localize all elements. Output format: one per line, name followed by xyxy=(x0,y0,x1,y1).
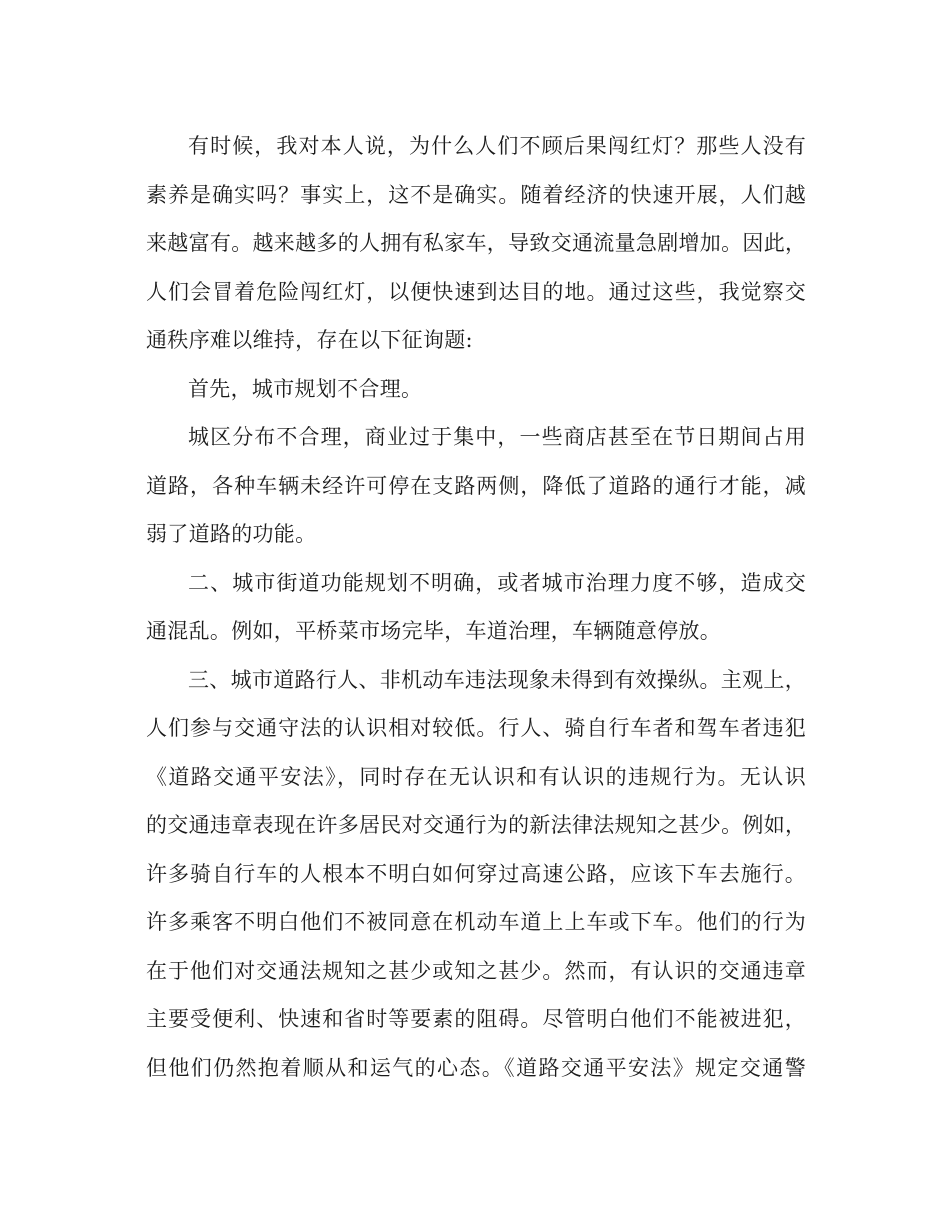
text-line: 人们会冒着危险闯红灯，以便快速到达目的地。通过这些，我觉察交 xyxy=(146,279,806,304)
document-body xyxy=(146,122,806,1092)
text-line: 人们参与交通守法的认识相对较低。行人、骑自行车者和驾车者违犯 xyxy=(146,716,806,740)
text-line: 来越富有。越来越多的人拥有私家车，导致交通流量急剧增加。因此， xyxy=(146,231,807,255)
text-line: 弱了道路的功能。 xyxy=(146,522,317,546)
text-line: 在于他们对交通法规知之甚少或知之甚少。然而，有认识的交通违章 xyxy=(146,958,806,983)
text-line: 二、城市街道功能规划不明确，或者城市治理力度不够，造成交 xyxy=(188,570,806,595)
text-line: 有时候，我对本人说，为什么人们不顾后果闯红灯？那些人没有 xyxy=(188,134,806,158)
text-line: 但他们仍然抱着顺从和运气的心态。《道路交通平安法》规定交通警 xyxy=(146,1055,806,1080)
text-line: 通混乱。例如，平桥菜市场完毕，车道治理，车辆随意停放。 xyxy=(146,619,722,643)
text-line: 素养是确实吗？事实上，这不是确实。随着经济的快速开展，人们越 xyxy=(146,182,806,207)
text-line: 道路，各种车辆未经许可停在支路两侧，降低了道路的通行才能，减 xyxy=(146,473,806,498)
text-line: 城区分布不合理，商业过于集中，一些商店甚至在节日期间占用 xyxy=(188,425,806,449)
text-line: 《道路交通平安法》，同时存在无认识和有认识的违规行为。无认识 xyxy=(146,764,806,789)
text-line: 许多骑自行车的人根本不明白如何穿过高速公路，应该下车去施行。 xyxy=(146,861,806,886)
text-line: 的交通违章表现在许多居民对交通行为的新法律法规知之甚少。例如， xyxy=(146,813,807,837)
text-line: 通秩序难以维持，存在以下征询题: xyxy=(146,328,473,352)
text-line: 主要受便利、快速和省时等要素的阻碍。尽管明白他们不能被进犯， xyxy=(146,1007,806,1031)
text-line: 三、城市道路行人、非机动车违法现象未得到有效操纵。主观上， xyxy=(188,667,806,692)
text-line: 许多乘客不明白他们不被同意在机动车道上上车或下车。他们的行为 xyxy=(146,910,806,934)
text-line: 首先，城市规划不合理。 xyxy=(188,376,423,401)
